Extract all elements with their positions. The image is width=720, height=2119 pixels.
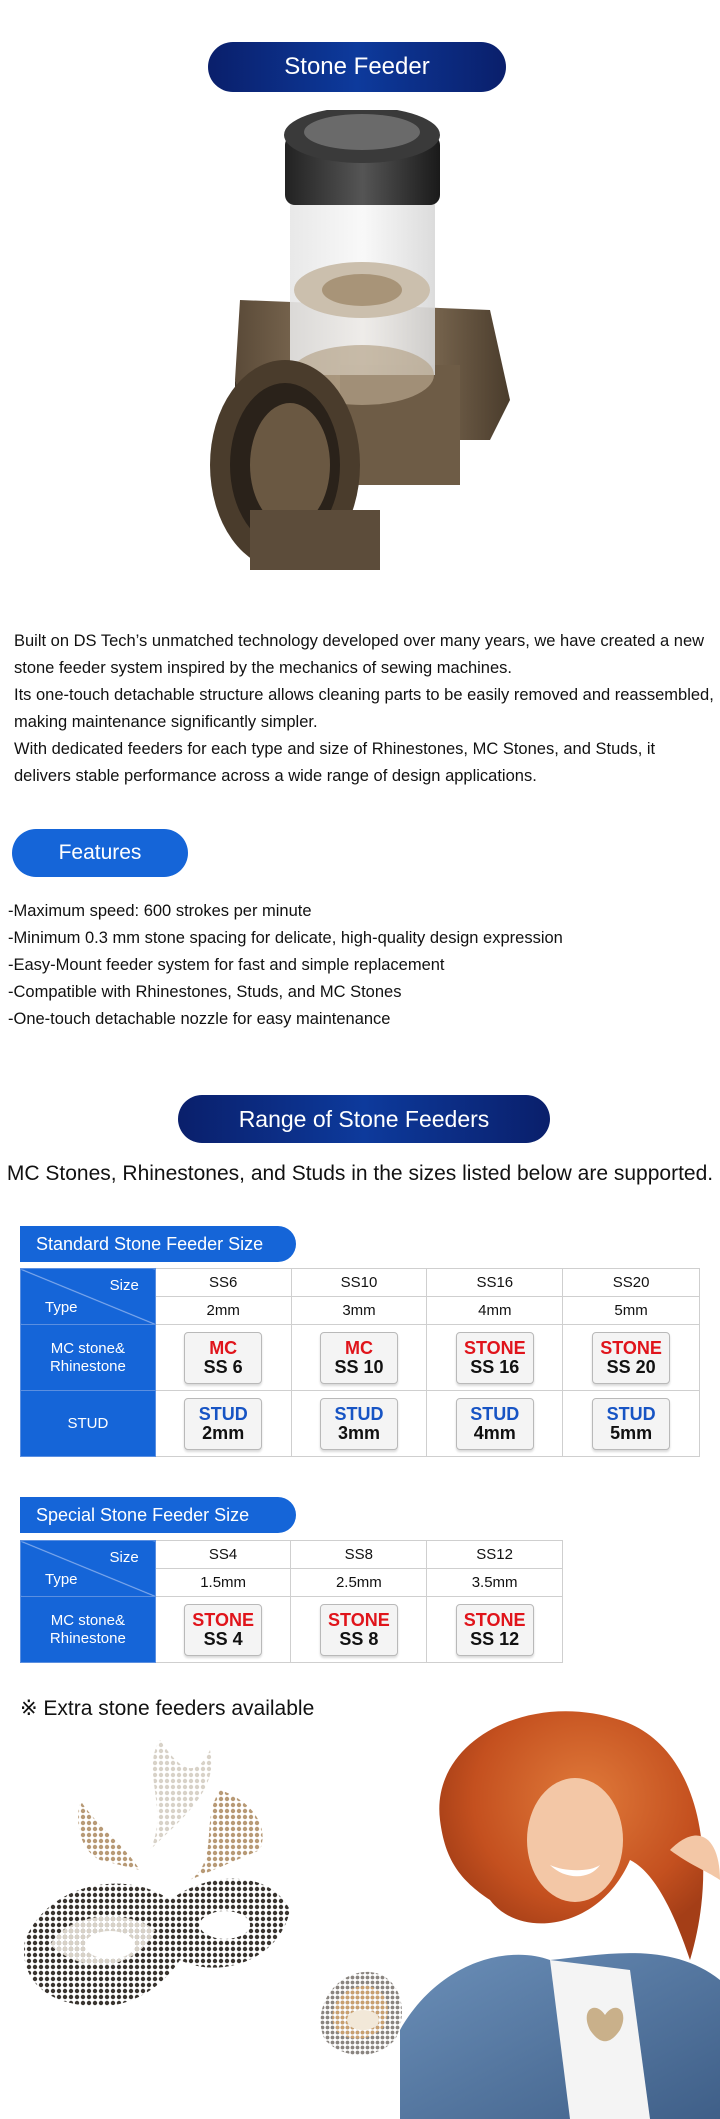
feeder-cell xyxy=(291,1391,427,1457)
mm-cell: 4mm xyxy=(427,1297,563,1325)
stone-feeder-illustration xyxy=(190,110,530,620)
special-section-tab xyxy=(20,1497,296,1533)
badge-size: 2mm xyxy=(202,1422,245,1443)
badge-size: SS 10 xyxy=(334,1356,384,1377)
mm-cell: 3.5mm xyxy=(427,1569,563,1597)
size-cell: SS8 xyxy=(291,1541,427,1569)
badge-size: SS 20 xyxy=(606,1356,656,1377)
row-label-mc-stone xyxy=(21,1325,156,1391)
table-corner-cell xyxy=(21,1269,156,1325)
mm-cell: 2mm xyxy=(155,1297,291,1325)
feeder-cell xyxy=(427,1325,563,1391)
type-header: Type xyxy=(45,1571,78,1588)
size-cell: SS4 xyxy=(155,1541,291,1569)
feeder-badge xyxy=(456,1398,534,1450)
page-title-pill xyxy=(208,42,506,92)
row-label-line: MC stone& xyxy=(50,1339,125,1357)
row-label-line: Rhinestone xyxy=(49,1629,126,1647)
special-section-title: Special Stone Feeder Size xyxy=(36,1504,250,1525)
feeder-cell xyxy=(155,1325,291,1391)
feeder-badge xyxy=(184,1332,262,1384)
feature-item: -Compatible with Rhinestones, Studs, and MC Stones xyxy=(8,983,402,1001)
feature-item: -One-touch detachable nozzle for easy maintenance xyxy=(8,1010,391,1028)
feeder-badge xyxy=(184,1604,262,1656)
badge-size: SS 16 xyxy=(470,1356,520,1377)
badge-type: STUD xyxy=(606,1403,656,1424)
page-title: Stone Feeder xyxy=(284,53,430,80)
feeder-badge xyxy=(184,1398,262,1450)
mm-cell: 2.5mm xyxy=(291,1569,427,1597)
feeder-badge xyxy=(320,1398,398,1450)
feeder-cell xyxy=(291,1597,427,1663)
features-list xyxy=(8,898,708,1033)
badge-size: 3mm xyxy=(337,1422,380,1443)
feeder-cell xyxy=(563,1391,700,1457)
size-header: Size xyxy=(109,1549,139,1566)
rhinestone-mask-image xyxy=(20,1730,300,2030)
row-label-stud: STUD xyxy=(21,1391,156,1457)
badge-type: MC xyxy=(209,1337,238,1358)
feeder-badge xyxy=(320,1332,398,1384)
range-title-pill xyxy=(178,1095,550,1143)
feeder-cell xyxy=(563,1325,700,1391)
rhinestone-shell-image xyxy=(305,1960,415,2070)
features-title: Features xyxy=(58,841,142,864)
row-label-mc-stone xyxy=(21,1597,156,1663)
model-photo xyxy=(400,1700,720,2119)
range-title: Range of Stone Feeders xyxy=(238,1105,490,1132)
size-header: Size xyxy=(109,1277,139,1294)
standard-section-tab xyxy=(20,1226,296,1262)
feeder-badge xyxy=(592,1332,670,1384)
row-label-line: MC stone& xyxy=(50,1611,125,1629)
mm-cell: 5mm xyxy=(563,1297,700,1325)
mm-cell: 3mm xyxy=(291,1297,427,1325)
badge-type: STONE xyxy=(463,1337,526,1358)
feeder-cell xyxy=(155,1597,291,1663)
intro-line: With dedicated feeders for each type and size of Rhinestones, MC Stones, and Studs, it delivers stable performance across a wide range of design applications. xyxy=(14,740,656,785)
badge-type: STUD xyxy=(198,1403,248,1424)
badge-type: STUD xyxy=(470,1403,520,1424)
standard-section-title: Standard Stone Feeder Size xyxy=(36,1233,264,1254)
feeder-cell xyxy=(427,1597,563,1663)
badge-type: STONE xyxy=(328,1609,390,1630)
badge-size: 4mm xyxy=(473,1422,516,1443)
badge-size: SS 6 xyxy=(203,1356,243,1377)
feeder-badge xyxy=(592,1398,670,1450)
feeder-cell xyxy=(291,1325,427,1391)
standard-size-table xyxy=(20,1268,700,1457)
badge-size: SS 4 xyxy=(203,1628,243,1649)
special-size-table xyxy=(20,1540,563,1663)
mm-cell: 1.5mm xyxy=(155,1569,291,1597)
size-cell: SS12 xyxy=(427,1541,563,1569)
feature-item: -Maximum speed: 600 strokes per minute xyxy=(8,902,312,920)
features-title-pill xyxy=(12,829,188,877)
feeder-badge xyxy=(456,1332,534,1384)
feeder-badge xyxy=(456,1604,534,1656)
badge-type: STONE xyxy=(192,1609,254,1630)
size-cell: SS10 xyxy=(291,1269,427,1297)
feature-item: -Minimum 0.3 mm stone spacing for delicate, high-quality design expression xyxy=(8,929,563,947)
badge-type: MC xyxy=(344,1337,373,1358)
intro-line: Built on DS Tech’s unmatched technology developed over many years, we have created a new stone feeder system inspired by the mechanics of sewing machines. xyxy=(14,632,705,677)
badge-type: STUD xyxy=(334,1403,384,1424)
size-cell: SS20 xyxy=(563,1269,700,1297)
extra-feeders-note: ※ Extra stone feeders available xyxy=(20,1697,315,1720)
badge-size: SS 8 xyxy=(339,1628,379,1649)
size-cell: SS6 xyxy=(155,1269,291,1297)
feeder-badge xyxy=(320,1604,398,1656)
type-header: Type xyxy=(45,1299,78,1316)
feeder-cell xyxy=(155,1391,291,1457)
feature-item: -Easy-Mount feeder system for fast and simple replacement xyxy=(8,956,445,974)
intro-paragraph xyxy=(14,628,714,790)
badge-size: SS 12 xyxy=(470,1628,520,1649)
badge-size: 5mm xyxy=(610,1422,653,1443)
intro-line: Its one-touch detachable structure allows cleaning parts to be easily removed and reassembled, making maintenance significantly simpler. xyxy=(14,686,714,731)
row-label-line: Rhinestone xyxy=(49,1357,126,1375)
size-cell: SS16 xyxy=(427,1269,563,1297)
feeder-cell xyxy=(427,1391,563,1457)
badge-type: STONE xyxy=(600,1337,662,1358)
badge-type: STONE xyxy=(463,1609,526,1630)
range-subtitle: MC Stones, Rhinestones, and Studs in the sizes listed below are supported. xyxy=(6,1162,714,1185)
table-corner-cell xyxy=(21,1541,156,1597)
